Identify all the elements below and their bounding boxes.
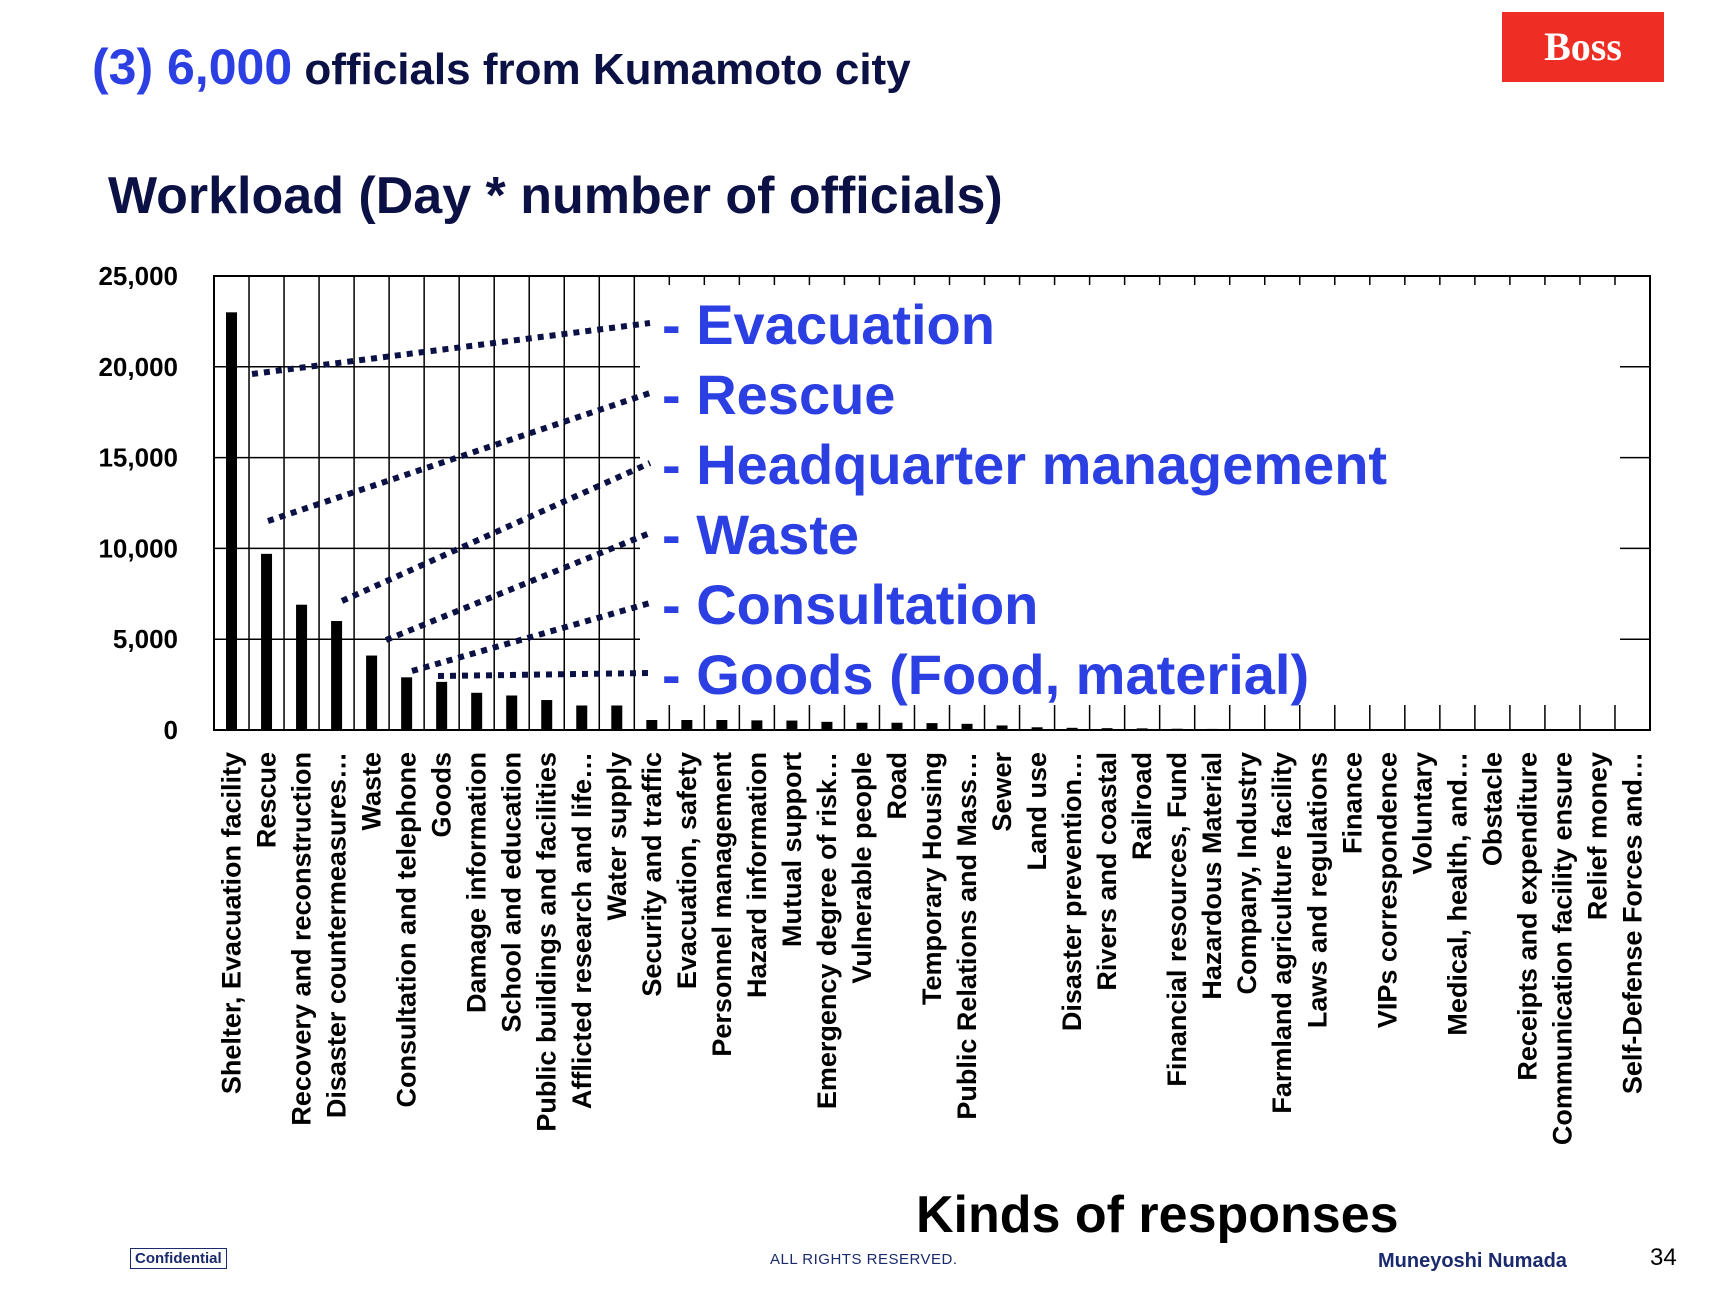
annotation-labels — [640, 285, 1620, 706]
bar — [1102, 728, 1113, 730]
x-category-label: Emergency degree of risk… — [811, 751, 842, 1110]
x-category-label: Public buildings and facilities — [531, 752, 562, 1132]
x-category-label: Laws and regulations — [1302, 752, 1333, 1029]
x-category-label: Disaster prevention… — [1057, 752, 1088, 1032]
bar — [331, 621, 342, 730]
bar — [1487, 730, 1498, 731]
x-category-label: Road — [881, 752, 912, 820]
bar — [786, 721, 797, 730]
x-category-label: Sewer — [987, 752, 1018, 832]
x-category-label: Communication facility ensure — [1547, 752, 1578, 1146]
bar — [1172, 729, 1183, 730]
x-category-label: Consultation and telephone — [391, 752, 422, 1108]
x-category-label: Evacuation, safety — [671, 752, 702, 990]
x-category-label: Rescue — [251, 752, 282, 849]
annotation-label: - Goods (Food, material) — [662, 643, 1310, 706]
x-category-label: Voluntary — [1407, 752, 1438, 875]
bar — [1242, 729, 1253, 730]
bar — [296, 605, 307, 730]
x-category-label: Finance — [1337, 752, 1368, 855]
boss-badge: Boss — [1502, 12, 1664, 82]
bar — [1032, 727, 1043, 730]
bar — [1137, 728, 1148, 730]
bar — [261, 554, 272, 730]
bar — [1522, 730, 1533, 731]
x-category-label: Damage information — [461, 752, 492, 1014]
bar — [1207, 729, 1218, 730]
bar — [1067, 728, 1078, 730]
x-category-label: Goods — [426, 752, 457, 838]
x-category-label: Vulnerable people — [846, 751, 877, 984]
x-category-label: Receipts and expenditure — [1512, 752, 1543, 1081]
bar — [1347, 729, 1358, 730]
annotation-leader-lines — [252, 323, 650, 676]
slide-title-rest: officials from Kumamoto city — [292, 45, 911, 94]
slide-title-highlight: (3) 6,000 — [92, 39, 293, 95]
bar — [1557, 730, 1568, 731]
bar — [681, 720, 692, 730]
x-category-label: School and education — [496, 752, 527, 1033]
bar — [962, 724, 973, 730]
bar — [716, 720, 727, 730]
x-category-label: Public Relations and Mass… — [952, 752, 983, 1120]
x-category-label: Obstacle — [1477, 752, 1508, 867]
y-tick-label: 0 — [163, 715, 178, 745]
annotation-leader-line — [438, 673, 650, 676]
bar — [226, 312, 237, 730]
x-category-label: Recovery and reconstruction — [286, 752, 317, 1126]
x-category-label: Farmland agriculture facility — [1267, 752, 1298, 1114]
bar — [997, 725, 1008, 730]
x-category-label: VIPs correspondence — [1372, 752, 1403, 1029]
x-category-label: Hazardous Material — [1197, 752, 1228, 1000]
annotation-leader-line — [412, 603, 650, 671]
y-tick-label: 10,000 — [98, 533, 178, 564]
x-category-label: Mutual support — [776, 752, 807, 947]
x-category-label: Afflicted research and life… — [566, 752, 597, 1110]
bar — [1452, 730, 1463, 731]
x-axis-label: Kinds of responses — [916, 1186, 1399, 1244]
x-category-label: Land use — [1022, 752, 1053, 871]
x-category-label: Water supply — [601, 752, 632, 921]
y-axis-ticks — [98, 261, 178, 745]
bar — [821, 722, 832, 730]
annotation-label: - Waste — [662, 503, 860, 566]
bar — [646, 720, 657, 730]
bar — [506, 695, 517, 730]
bar — [751, 720, 762, 730]
annotation-label: - Headquarter management — [662, 433, 1388, 496]
x-category-label: Financial resources, Fund — [1162, 752, 1193, 1087]
bar — [1592, 730, 1603, 731]
page-number: 34 — [1650, 1244, 1677, 1271]
y-tick-label: 5,000 — [112, 624, 178, 655]
bar — [1312, 729, 1323, 730]
confidential-badge: Confidential — [130, 1248, 227, 1269]
bar — [1382, 729, 1393, 730]
bar — [401, 677, 412, 730]
x-category-label: Security and traffic — [636, 752, 667, 997]
y-tick-label: 20,000 — [98, 351, 178, 382]
x-axis-category-labels — [217, 752, 1648, 1146]
x-category-label: Disaster countermeasures… — [321, 752, 352, 1119]
annotation-label: - Evacuation — [662, 293, 995, 356]
bar — [541, 700, 552, 730]
x-category-label: Self-Defense Forces and… — [1617, 752, 1648, 1095]
chart-title: Workload (Day * number of officials) — [108, 167, 1003, 225]
x-category-label: Hazard information — [741, 752, 772, 999]
bar — [576, 705, 587, 730]
x-category-label: Rivers and coastal — [1092, 752, 1123, 991]
bar — [891, 723, 902, 730]
bar — [366, 656, 377, 730]
x-category-label: Waste — [356, 752, 387, 831]
annotation-label: - Consultation — [662, 573, 1039, 636]
bar — [611, 705, 622, 730]
x-category-label: Temporary Housing — [917, 752, 947, 1006]
x-category-label: Company, Industry — [1232, 752, 1263, 995]
y-tick-label: 15,000 — [98, 442, 178, 473]
x-category-label: Shelter, Evacuation facility — [216, 752, 247, 1095]
annotation-label: - Rescue — [662, 363, 896, 426]
bar — [1627, 730, 1638, 731]
x-category-label: Personnel management — [706, 752, 737, 1057]
rights-notice: ALL RIGHTS RESERVED. — [770, 1251, 958, 1268]
x-category-label: Railroad — [1127, 752, 1158, 861]
bar — [471, 693, 482, 730]
bar — [1417, 729, 1428, 730]
bar — [927, 723, 938, 730]
y-tick-label: 25,000 — [98, 261, 178, 291]
x-category-label: Medical, health, and… — [1442, 752, 1473, 1036]
bar — [856, 723, 867, 730]
bar — [436, 682, 447, 730]
bar — [1277, 729, 1288, 730]
x-category-label: Relief money — [1582, 752, 1613, 921]
author-name: Muneyoshi Numada — [1378, 1250, 1567, 1272]
